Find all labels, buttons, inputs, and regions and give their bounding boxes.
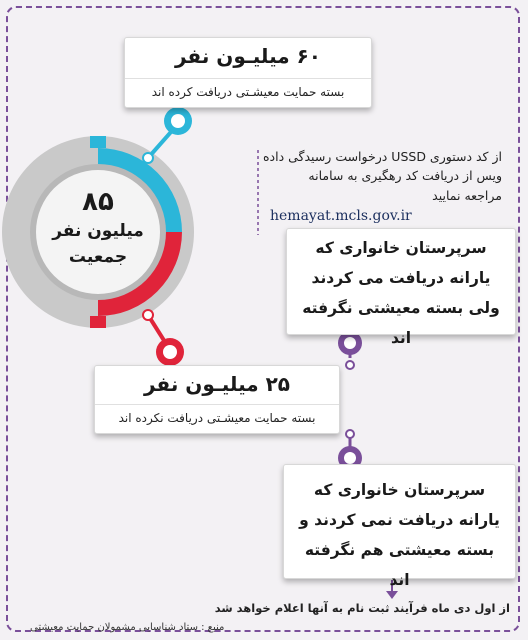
mid-card-headline: ۲۵ میلیـون نفر bbox=[143, 372, 290, 396]
top-card bbox=[124, 37, 372, 108]
purple-dot-2 bbox=[346, 430, 354, 438]
purple-node-2-center bbox=[344, 452, 356, 464]
heads-card-2-line3: بسته معیشتی هم نگرفته اند bbox=[304, 541, 495, 589]
top-card-subtext: بسته حمایت معیشـتی دریافت کرده اند bbox=[125, 78, 371, 99]
top-card-headline: ۶۰ میلیـون نفر bbox=[174, 44, 321, 68]
heads-card-2-line2: یارانه دریافت نمی کردند و bbox=[299, 511, 500, 529]
mid-card bbox=[94, 365, 340, 434]
purple-dot-1 bbox=[346, 361, 354, 369]
circle-number: ۸۵ bbox=[82, 187, 114, 217]
red-dot bbox=[143, 310, 153, 320]
mid-card-subtext: بسته حمایت معیشـتی دریافت نکرده اند bbox=[95, 404, 339, 425]
heads-card-1 bbox=[286, 228, 516, 347]
circle-line2: جمعیت bbox=[68, 247, 128, 267]
website-url[interactable]: hemayat.mcls.gov.ir bbox=[270, 208, 412, 224]
heads-card-1-line3: ولی بسته معیشتی نگرفته اند bbox=[302, 299, 500, 347]
info-line-3: مراجعه نمایید bbox=[432, 188, 502, 203]
registration-note: از اول دی ماه فرآیند ثبت نام به آنها اعلام خواهد شد bbox=[214, 601, 510, 615]
red-cap bbox=[90, 316, 106, 328]
heads-card-1-line2: یارانه دریافت می کردند bbox=[311, 269, 491, 287]
info-line-2: ویس از دریافت کد رهگیری به سامانه bbox=[308, 168, 502, 183]
cyan-dot bbox=[143, 153, 153, 163]
red-node-center bbox=[163, 345, 177, 359]
cyan-cap bbox=[90, 136, 106, 148]
cyan-node-center bbox=[171, 114, 185, 128]
heads-card-2-line1: سرپرستان خانواری که bbox=[313, 481, 486, 499]
source-footer: منبع : ستاد شناسایی مشمولان حمایت معیشتی bbox=[30, 622, 225, 633]
heads-card-1-line1: سرپرستان خانواری که bbox=[315, 239, 487, 257]
heads-card-2 bbox=[283, 464, 516, 589]
info-line-1: از کد دستوری USSD درخواست رسیدگی داده bbox=[263, 149, 502, 164]
circle-line1: میلیون نفر bbox=[52, 221, 144, 241]
